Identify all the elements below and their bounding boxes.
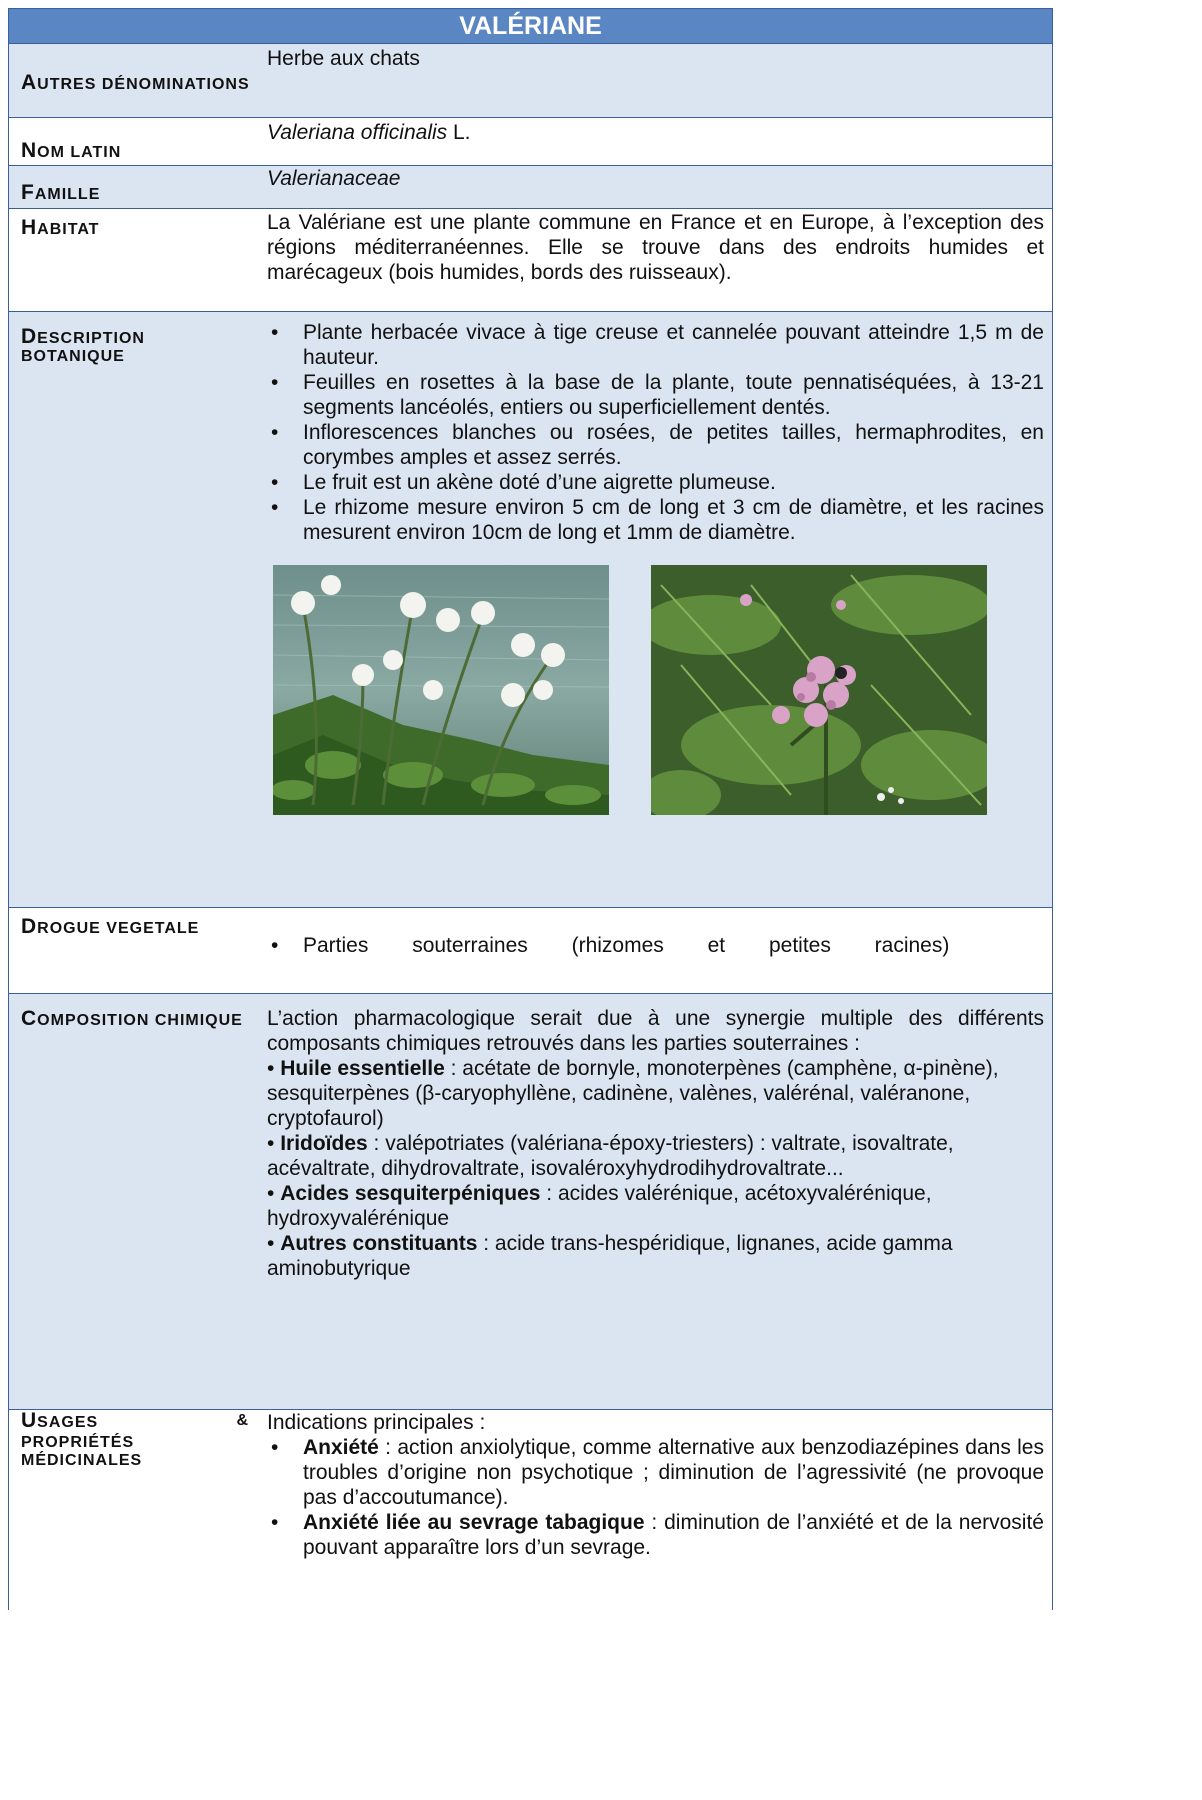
value-description-botanique — [261, 312, 1052, 907]
label-autres-denominations — [9, 44, 261, 117]
label-rest: AMILLE — [34, 186, 101, 203]
label-initial: N — [21, 139, 38, 162]
row-autres-denominations — [8, 44, 1053, 118]
composition-item — [267, 1056, 1044, 1131]
latin-author: L. — [447, 121, 471, 144]
label-rest: OMPOSITION CHIMIQUE — [37, 1012, 243, 1029]
item-text: : acides valérénique, acétoxyvalérénique, hydroxyvalérénique — [267, 1182, 932, 1230]
latin-name: Valeriana officinalis — [267, 121, 448, 144]
photo-white-valerian — [273, 565, 609, 815]
usages-list — [267, 1435, 1044, 1560]
label-line-2: PROPRIÉTÉS MÉDICINALES — [21, 1434, 143, 1469]
item-name: Anxiété liée au sevrage tabagique — [303, 1511, 645, 1534]
label-initial: D — [21, 325, 38, 348]
label-rest: ESCRIPTION BOTANIQUE — [21, 330, 145, 365]
item-text: : acétate de bornyle, monoterpènes (camphène, α-pinène), sesquiterpènes (β-caryophyllène, cadinène, valènes, valérénal, valéranone, cryptofaurol) — [267, 1057, 999, 1130]
item-name: Iridoïdes — [280, 1132, 368, 1155]
photo-pink-valerian — [651, 565, 987, 815]
value-usages-proprietes — [261, 1410, 1052, 1610]
bullet: • — [267, 1182, 281, 1205]
item-text: : diminution de l’anxiété et de la nervosité pouvant apparaître lors d’un sevrage. — [303, 1511, 1044, 1559]
label-rest: ABITAT — [37, 221, 100, 238]
list-item: • Inflorescences blanches ou rosées, de petites tailles, hermaphrodites, en corymbes amples et assez serrés. — [267, 420, 1044, 470]
label-rest: OM LATIN — [37, 144, 122, 161]
label-initial: D — [21, 915, 38, 938]
list-item: • Parties souterraines (rhizomes et petites racines) — [267, 933, 1044, 958]
label-ampersand: & — [236, 1412, 249, 1429]
item-name: Huile essentielle — [280, 1057, 445, 1080]
bullet: • — [267, 1057, 281, 1080]
label-rest: ROGUE VEGETALE — [37, 920, 200, 937]
item-name: Anxiété — [303, 1436, 379, 1459]
monograph-sheet — [8, 8, 1053, 1800]
list-item — [267, 1435, 1044, 1510]
row-description-botanique — [8, 312, 1053, 908]
item-text: : acide trans-hespéridique, lignanes, acide gamma aminobutyrique — [267, 1232, 953, 1280]
bullet: • — [267, 1232, 281, 1255]
value-famille: Valerianaceae — [267, 167, 401, 190]
label-usages-proprietes — [9, 1410, 261, 1610]
item-text: : valépotriates (valériana-époxy-triesters) : valtrate, isovaltrate, acévaltrate, dihydrovaltrate, isovaléroxyhydrodihydrovaltrate... — [267, 1132, 954, 1180]
label-initial: A — [21, 71, 38, 94]
composition-item — [267, 1231, 1044, 1281]
list-item: • Le fruit est un akène doté d’une aigrette plumeuse. — [267, 470, 1044, 495]
bullet: • — [267, 1132, 281, 1155]
label-rest: UTRES DÉNOMINATIONS — [37, 76, 250, 93]
item-name: Autres constituants — [280, 1232, 478, 1255]
photo-gallery — [267, 545, 1044, 815]
list-item: • Le rhizome mesure environ 5 cm de long et 3 cm de diamètre, et les racines mesurent environ 10cm de long et 1mm de diamètre. — [267, 495, 1044, 545]
value-composition-chimique — [261, 994, 1052, 1409]
row-drogue-vegetale — [8, 908, 1053, 994]
row-habitat — [8, 209, 1053, 312]
label-initial: F — [21, 181, 35, 204]
item-text: : action anxiolytique, comme alternative aux benzodiazépines dans les troubles d’origine non psychotique ; diminution de l’agressivité (ne provoque pas d’accoutumance). — [303, 1436, 1044, 1509]
list-item — [267, 1510, 1044, 1560]
value-autres-denominations: Herbe aux chats — [267, 47, 420, 70]
description-list — [267, 320, 1044, 545]
value-drogue-vegetale — [261, 908, 1052, 993]
list-item: • Plante herbacée vivace à tige creuse et cannelée pouvant atteindre 1,5 m de hauteur. — [267, 320, 1044, 370]
label-initial: H — [21, 216, 38, 239]
label-rest: SAGES — [37, 1414, 99, 1431]
list-item: • Feuilles en rosettes à la base de la plante, toute pennatiséquées, à 13-21 segments lancéolés, entiers ou superficiellement dentés. — [267, 370, 1044, 420]
label-description-botanique — [9, 312, 261, 907]
label-drogue-vegetale — [9, 908, 261, 993]
usages-intro: Indications principales : — [267, 1411, 486, 1434]
row-famille — [8, 166, 1053, 209]
composition-intro: L’action pharmacologique serait due à une synergie multiple des différents composants chimiques retrouvés dans les parties souterraines : — [267, 1007, 1044, 1055]
composition-item — [267, 1181, 1044, 1231]
label-line-1 — [21, 1409, 251, 1432]
row-usages-proprietes — [8, 1410, 1053, 1610]
drogue-list — [267, 933, 1044, 958]
value-nom-latin — [261, 118, 1052, 165]
label-nom-latin — [9, 118, 261, 165]
item-name: Acides sesquiterpéniques — [280, 1182, 541, 1205]
composition-item — [267, 1131, 1044, 1181]
row-composition-chimique — [8, 994, 1053, 1410]
value-habitat: La Valériane est une plante commune en France et en Europe, à l’exception des régions méditerranéennes. Elle se trouve dans des endroits humides et marécageux (bois humides, bords des ruisseaux). — [267, 211, 1044, 284]
label-initial: U — [21, 1409, 38, 1432]
label-initial: C — [21, 1007, 38, 1030]
page-title: VALÉRIANE — [8, 8, 1053, 44]
label-famille — [9, 166, 261, 208]
row-nom-latin — [8, 118, 1053, 166]
label-habitat — [9, 209, 261, 311]
label-composition-chimique — [9, 994, 261, 1409]
